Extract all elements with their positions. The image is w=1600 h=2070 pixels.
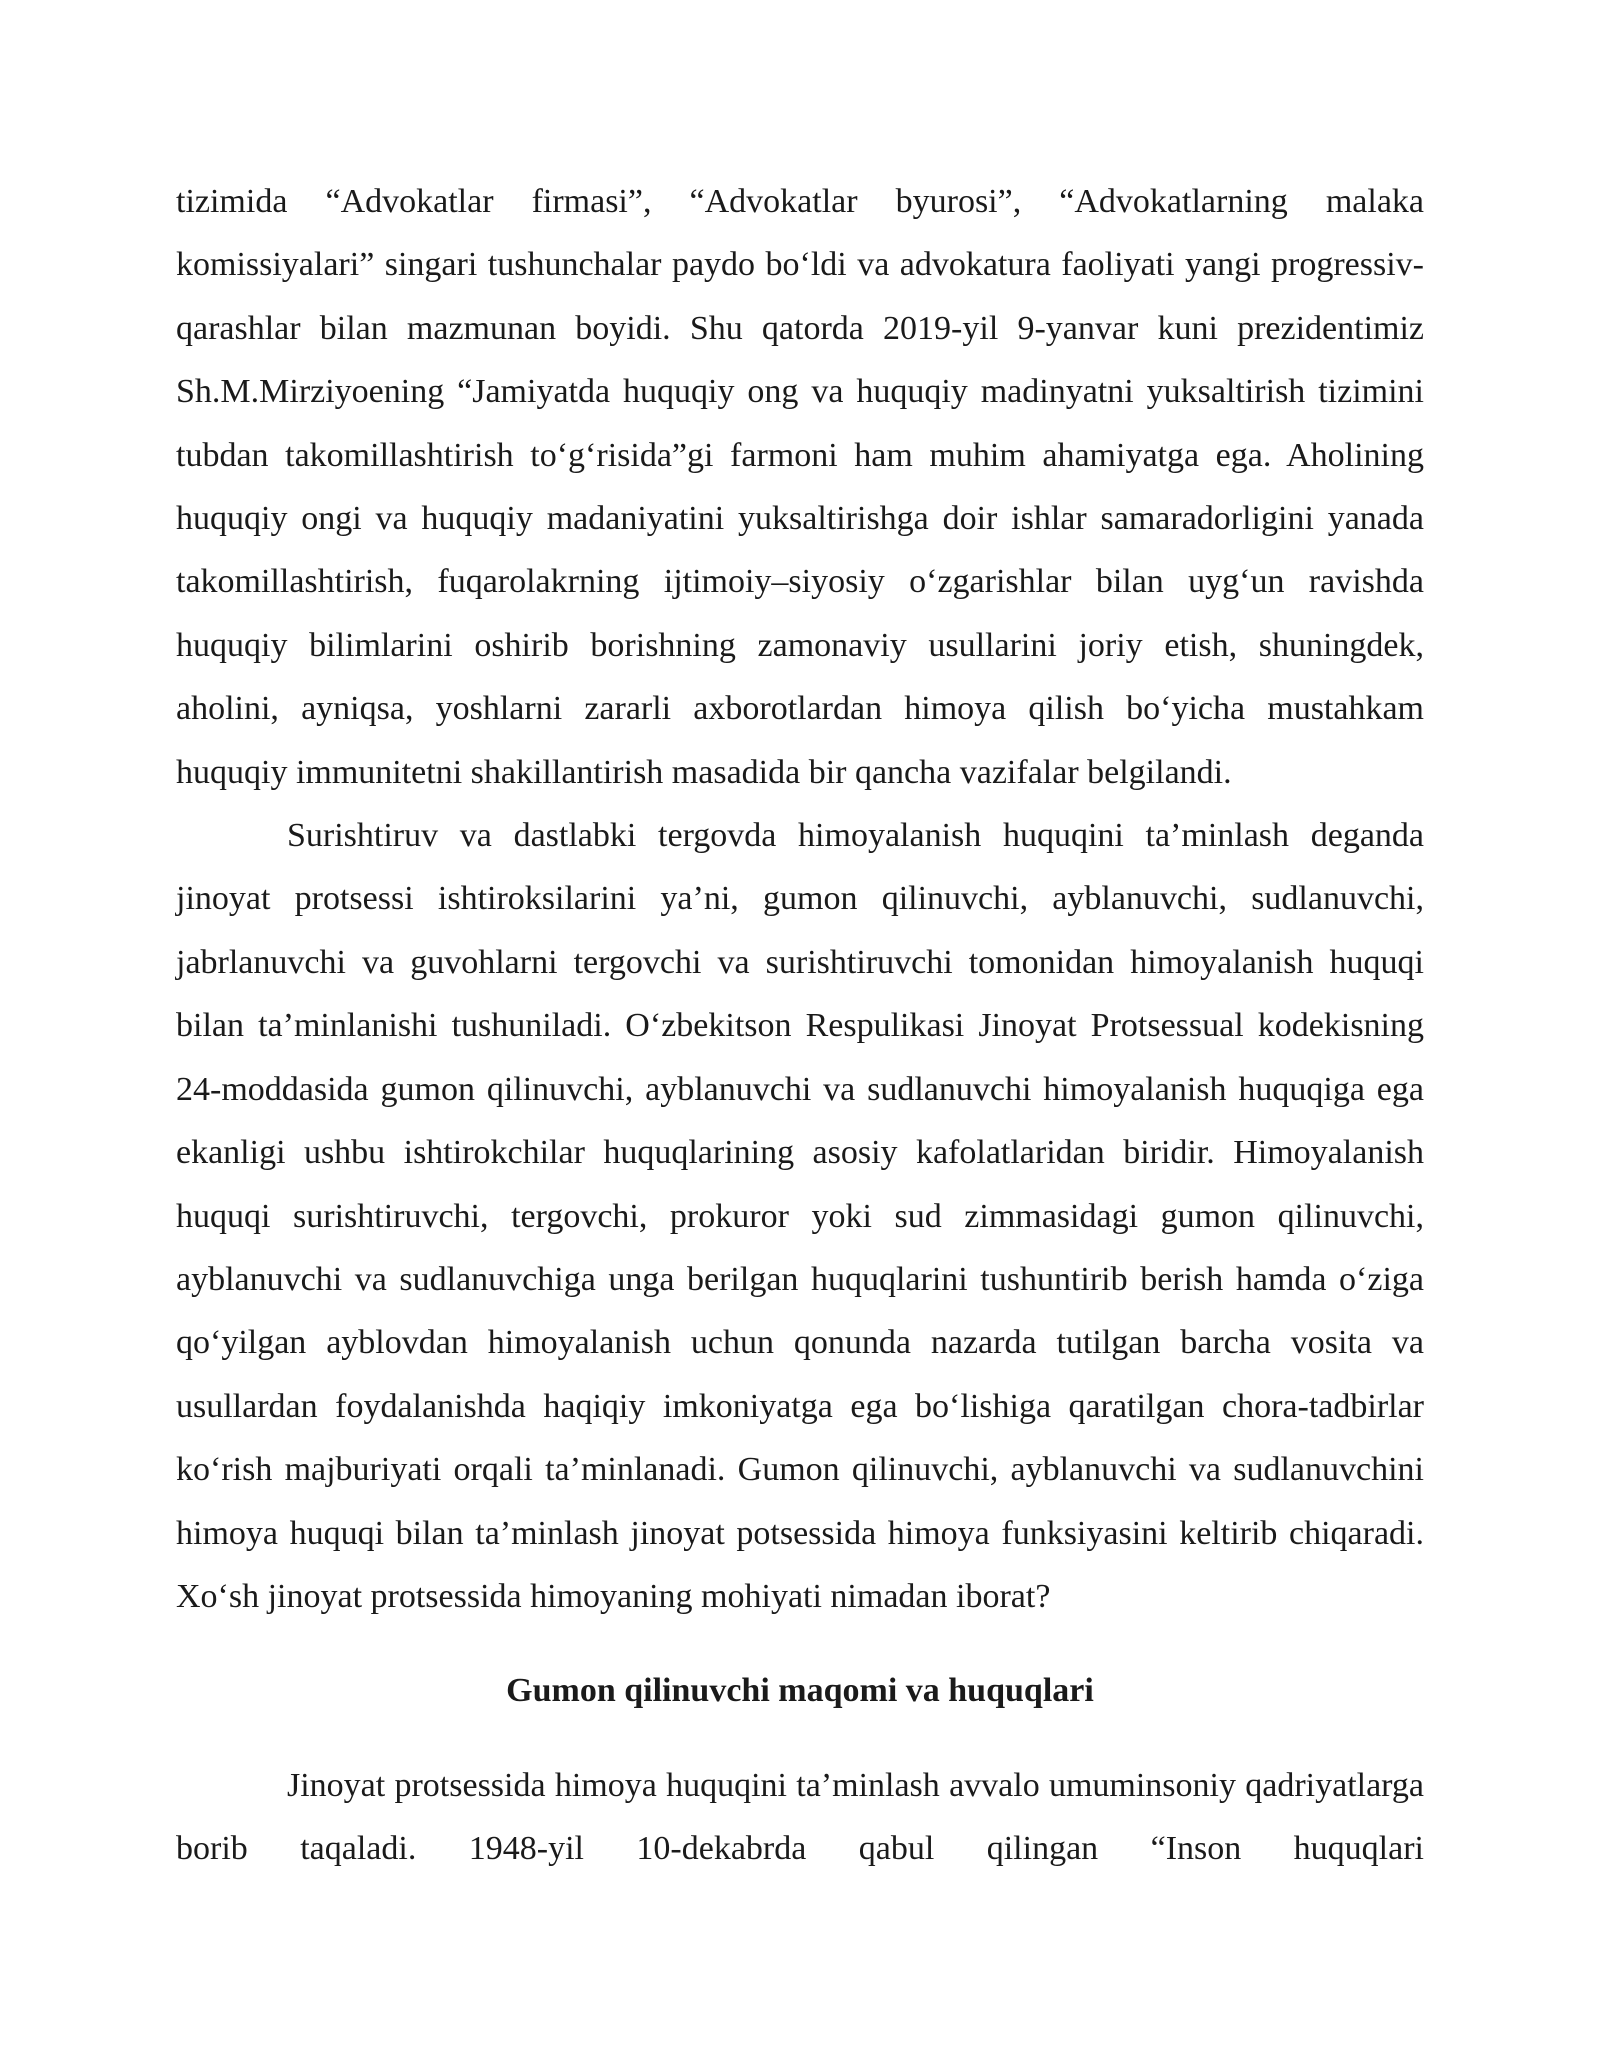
paragraph-defense-rights: Surishtiruv va dastlabki tergovda himoyalanish huquqini ta’minlash deganda jinoyat protsessi ishtiroksilarini ya’ni, gumon qilinuvchi, ayblanuvchi, sudlanuvchi, jabrlanuvchi va guvohlarni tergovchi va surishtiruvchi tomonidan himoyalanish huquqi bilan ta’minlanishi tushuniladi. O‘zbekitson Respulikasi Jinoyat Protsessual kodekisning 24-moddasida gumon qilinuvchi, ayblanuvchi va sudlanuvchi himoyalanish huquqiga ega ekanligi ushbu ishtirokchilar huquqlarining asosiy kafolatlaridan biridir. Himoyalanish huquqi surishtiruvchi, tergovchi, prokuror yoki sud zimmasidagi gumon qilinuvchi, ayblanuvchi va sudlanuvchiga unga berilgan huquqlarini tushuntirib berish hamda o‘ziga qo‘yilgan ayblovdan himoyalanish uchun qonunda nazarda tutilgan barcha vosita va usullardan foydalanishda haqiqiy imkoniyatga ega bo‘lishiga qaratilgan chora-tadbirlar ko‘rish majburiyati orqali ta’minlanadi. Gumon qilinuvchi, ayblanuvchi va sudlanuvchini himoya huquqi bilan ta’minlash jinoyat potsessida himoya funksiyasini keltirib chiqaradi. Xo‘sh jinoyat protsessida himoyaning mohiyati nimadan iborat? <box>176 817 1424 1615</box>
section-heading: Gumon qilinuvchi maqomi va huquqlari <box>506 1672 1094 1710</box>
document-page <box>176 170 1424 1881</box>
paragraph-human-values: Jinoyat protsessida himoya huquqini ta’minlash avvalo umuminsoniy qadriyatlarga borib taqaladi. 1948-yil 10-dekabrda qabul qilingan “Inson huquqlari <box>176 1766 1424 1868</box>
paragraph-continued: tizimida “Advokatlar firmasi”, “Advokatlar byurosi”, “Advokatlarning malaka komissiyalari” singari tushunchalar paydo bo‘ldi va advokatura faoliyati yangi progressiv-qarashlar bilan mazmunan boyidi. Shu qatorda 2019-yil 9-yanvar kuni prezidentimiz Sh.M.Mirziyoening “Jamiyatda huquqiy ong va huquqiy madinyatni yuksaltirish tizimini tubdan takomillashtirish to‘g‘risida”gi farmoni ham muhim ahamiyatga ega. Aholining huquqiy ongi va huquqiy madaniyatini yuksaltirishga doir ishlar samaradorligini yanada takomillashtirish, fuqarolakrning ijtimoiy–siyosiy o‘zgarishlar bilan uyg‘un ravishda huquqiy bilimlarini oshirib borishning zamonaviy usullarini joriy etish, shuningdek, aholini, ayniqsa, yoshlarni zararli axborotlardan himoya qilish bo‘yicha mustahkam huquqiy immunitetni shakillantirish masadida bir qancha vazifalar belgilandi. <box>176 183 1424 791</box>
